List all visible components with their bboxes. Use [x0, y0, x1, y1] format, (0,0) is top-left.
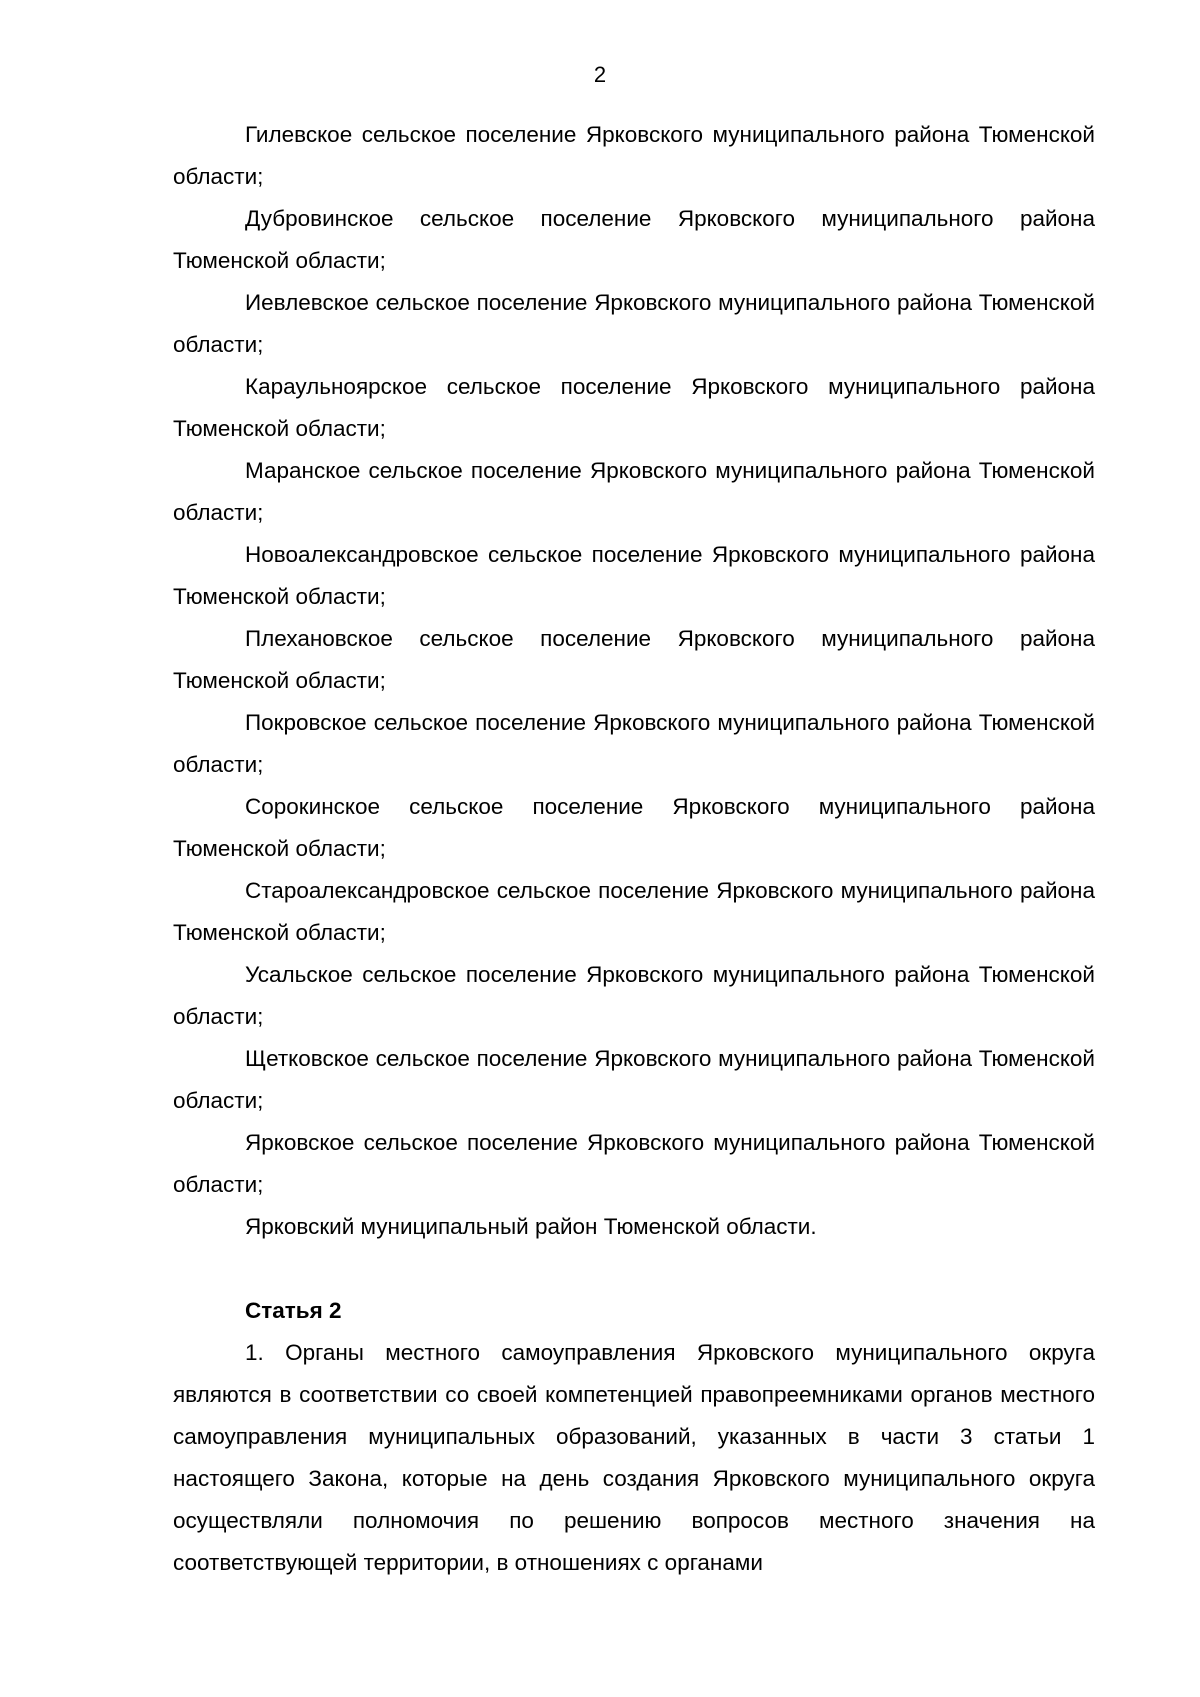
- list-item: Плехановское сельское поселение Ярковского муниципального района Тюменской области;: [173, 626, 1095, 693]
- list-item: Караульноярское сельское поселение Ярковского муниципального района Тюменской области;: [173, 374, 1095, 441]
- list-item: Щетковское сельское поселение Ярковского муниципального района Тюменской области;: [173, 1046, 1095, 1113]
- article-paragraph: 1. Органы местного самоуправления Ярковского муниципального округа являются в соответствии со своей компетенцией правопреемниками органов местного самоуправления муниципальных образований, указанных в части 3 статьи 1 настоящего Закона, которые на день создания Ярковского муниципального округа осуществляли полномочия по решению вопросов местного значения на соответствующей территории, в отношениях с органами: [173, 1340, 1095, 1575]
- list-item: Сорокинское сельское поселение Ярковского муниципального района Тюменской области;: [173, 794, 1095, 861]
- article-heading: Статья 2: [245, 1298, 342, 1323]
- list-item: Усальское сельское поселение Ярковского муниципального района Тюменской области;: [173, 962, 1095, 1029]
- document-body: [173, 114, 1095, 1584]
- list-item: Гилевское сельское поселение Ярковского муниципального района Тюменской области;: [173, 122, 1095, 189]
- list-item: Маранское сельское поселение Ярковского муниципального района Тюменской области;: [173, 458, 1095, 525]
- list-item: Староалександровское сельское поселение Ярковского муниципального района Тюменской области;: [173, 878, 1095, 945]
- list-item: Новоалександровское сельское поселение Ярковского муниципального района Тюменской области;: [173, 542, 1095, 609]
- list-item: Ярковское сельское поселение Ярковского муниципального района Тюменской области;: [173, 1130, 1095, 1197]
- list-item: Ярковский муниципальный район Тюменской области.: [245, 1214, 817, 1239]
- list-item: Покровское сельское поселение Ярковского муниципального района Тюменской области;: [173, 710, 1095, 777]
- list-item: Дубровинское сельское поселение Ярковского муниципального района Тюменской области;: [173, 206, 1095, 273]
- list-item: Иевлевское сельское поселение Ярковского муниципального района Тюменской области;: [173, 290, 1095, 357]
- page-number: 2: [593, 62, 607, 87]
